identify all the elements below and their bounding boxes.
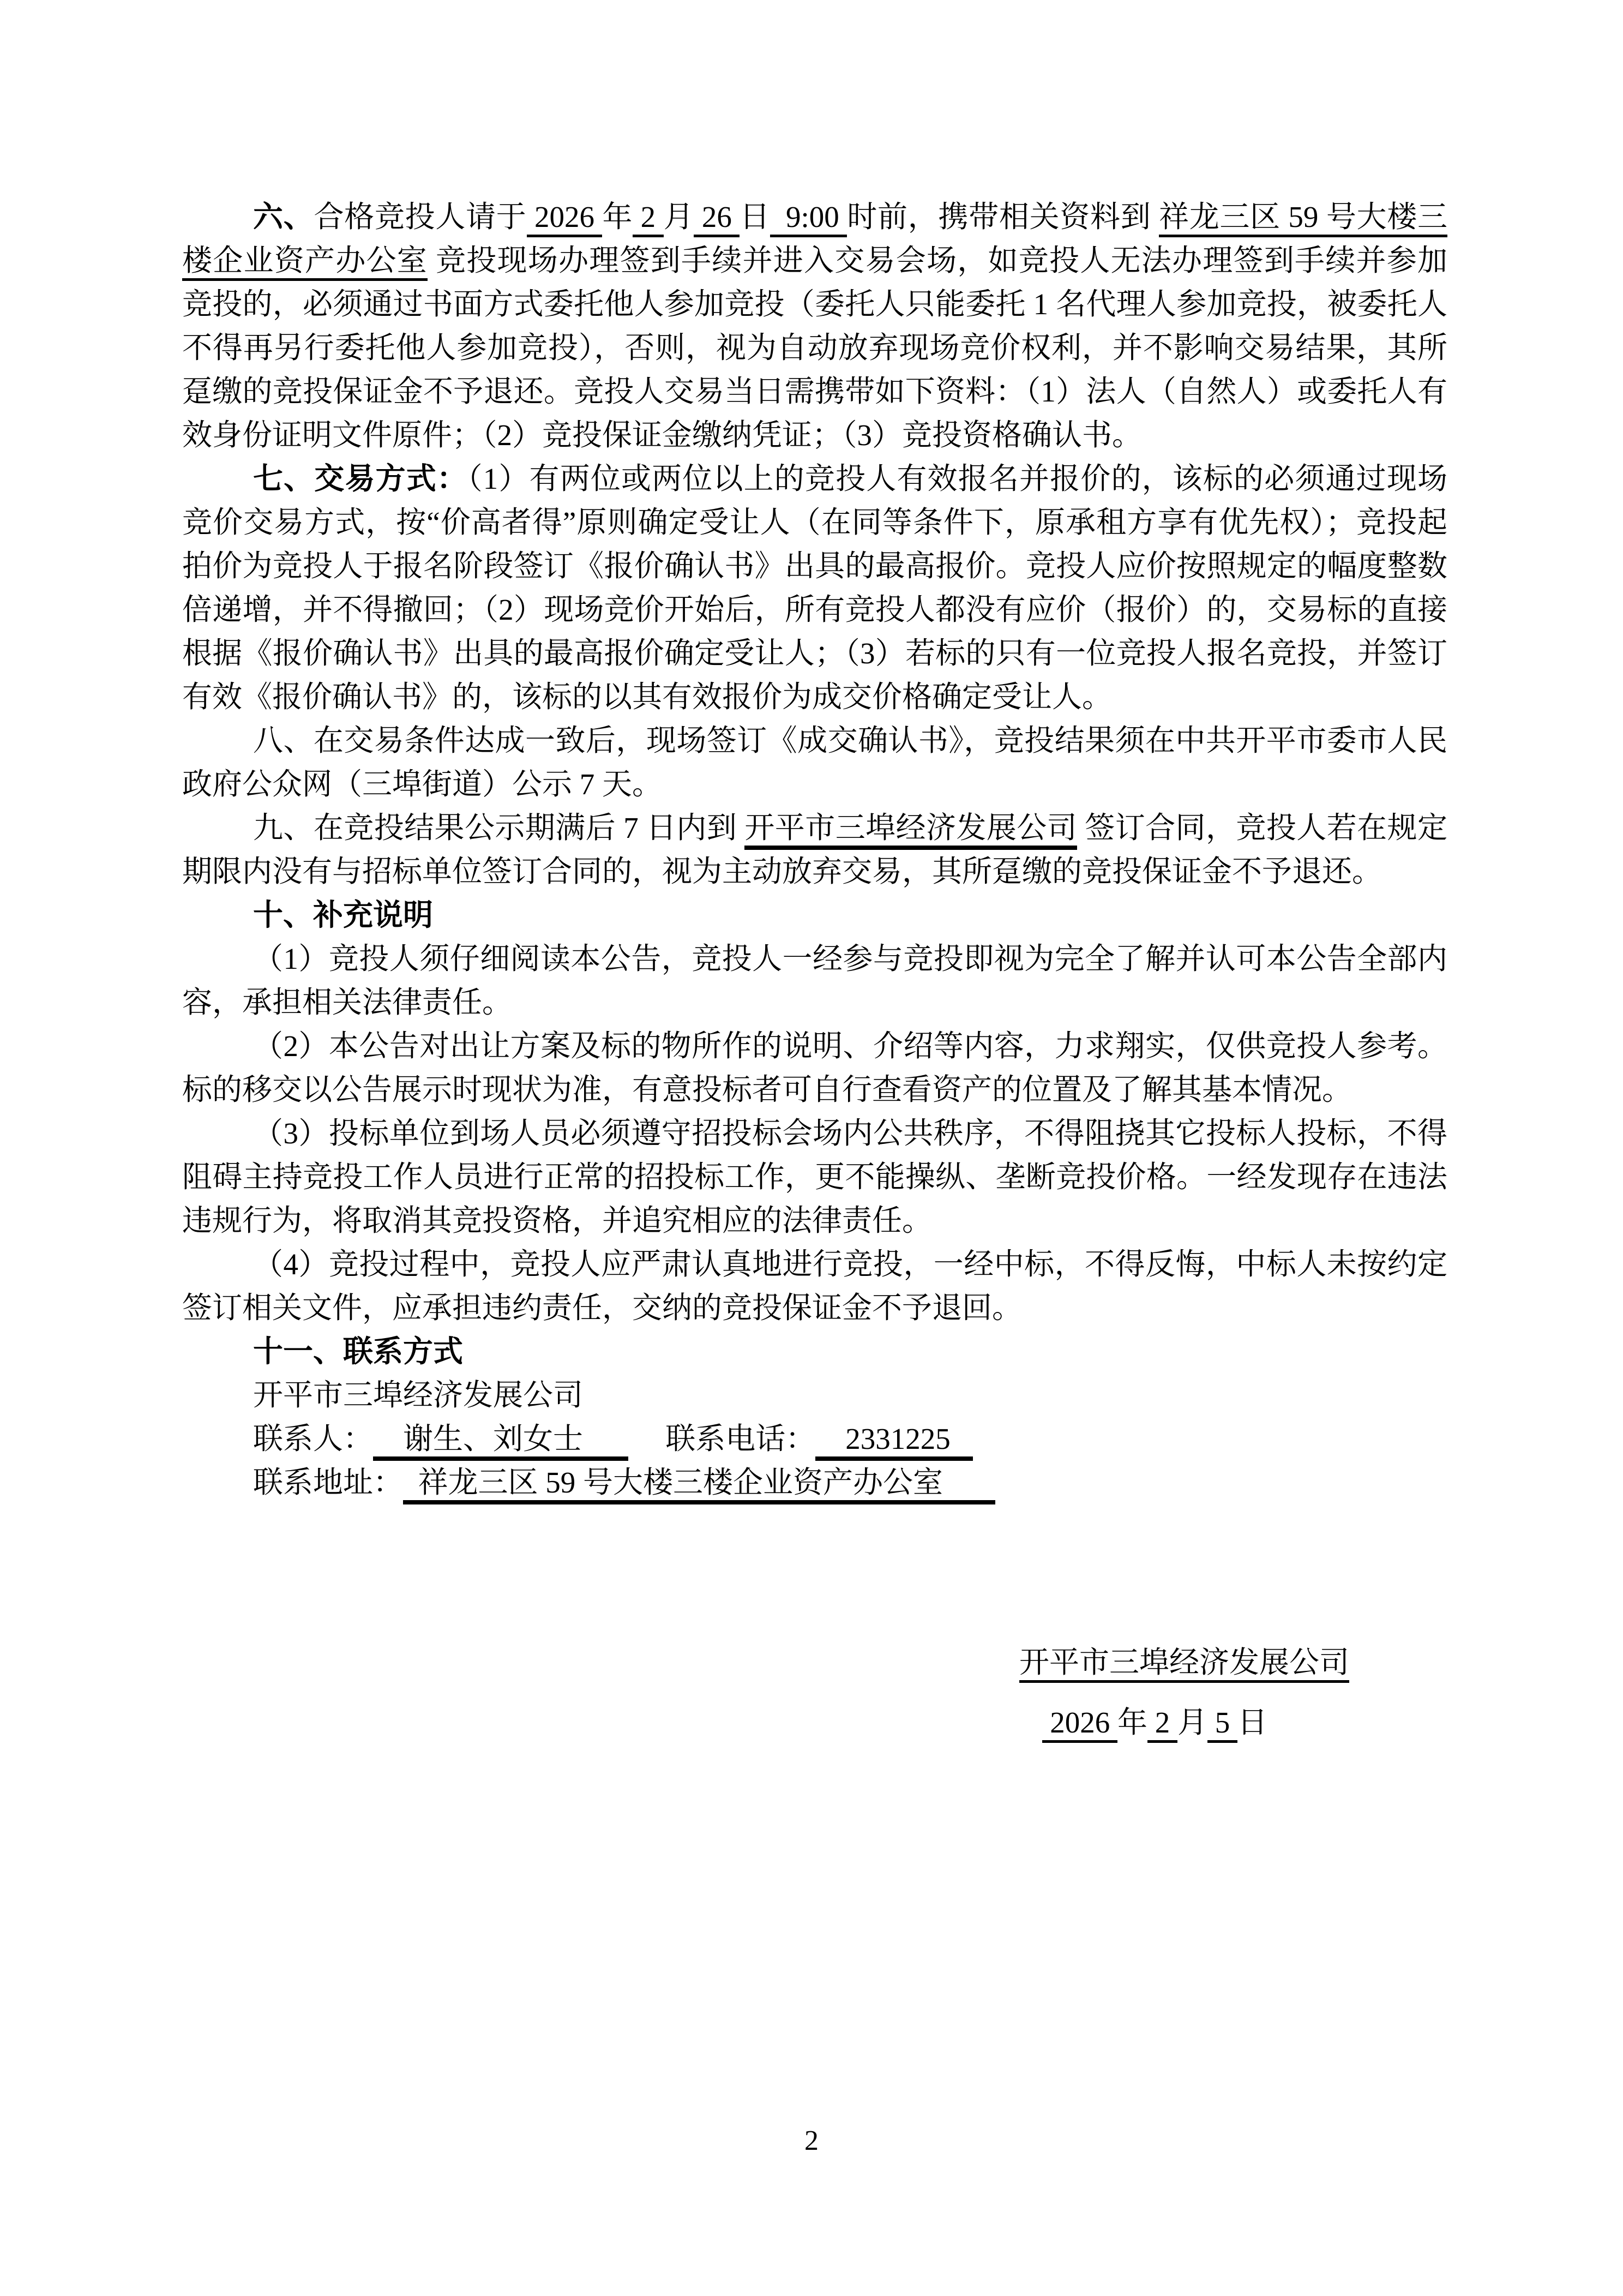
text-run: （1）有两位或两位以上的竞投人有效报名并报价的，该标的必须通过现场竞价交易方式，按“价高者得”原则确定受让人（在同等条件下，原承租方享有优先权）；竞投起拍价为竞投人于报名阶段签订《报价确认书》出具的最高报价。竞投人应价按照规定的幅度整数倍递增，并不得撤回；（2）现场竞价开始后，所有竞投人都没有应价（报价）的，交易标的直接根据《报价确认书》出具的最高报价确定受让人；（3）若标的只有一位竞投人报名竞投，并签订有效《报价确认书》的，该标的以其有效报价为成交价格确定受让人。 (182, 462, 1447, 714)
text-run: 年 (602, 200, 633, 233)
paragraph (182, 719, 1447, 806)
document-body (182, 195, 1447, 1745)
text-run: 日 (740, 200, 771, 233)
paragraph (182, 937, 1447, 1024)
paragraph (182, 1112, 1447, 1243)
text-run: （3）投标单位到场人员必须遵守招投标会场内公共秩序，不得阻挠其它投标人投标，不得阻碍主持竞投工作人员进行正常的招投标工作，更不能操纵、垄断竞投价格。一经发现存在违法违规行为，将取消其竞投资格，并追究相应的法律责任。 (182, 1117, 1447, 1237)
underlined-field: 2331225 (815, 1422, 973, 1461)
underlined-field: 开平市三埠经济发展公司 (744, 811, 1077, 850)
text-run: 月 (1177, 1706, 1207, 1739)
text-run: （1）竞投人须仔细阅读本公告，竞投人一经参与竞投即视为完全了解并认可本公告全部内容，承担相关法律责任。 (182, 942, 1447, 1019)
underlined-field: 26 (694, 200, 740, 237)
page-number: 2 (804, 2125, 819, 2156)
underlined-field: 5 (1207, 1706, 1237, 1743)
paragraph (182, 1243, 1447, 1330)
section-heading: 十、补充说明 (253, 898, 434, 932)
paragraph (182, 457, 1447, 719)
paragraph (182, 1024, 1447, 1112)
text-run: 九、在竞投结果公示期满后 7 日内到 (253, 811, 745, 844)
text-run: 签订合同，竞投人若在规定期限内没有与招标单位签订合同的，视为主动放弃交易，其所趸缴的竞投保证金不予退还。 (182, 811, 1447, 888)
paragraph (182, 195, 1447, 457)
text-run: 月 (663, 200, 694, 233)
text-run: 合格竞投人请于 (314, 200, 527, 233)
underlined-field: 2 (633, 200, 663, 237)
paragraph (182, 806, 1447, 894)
paragraph (182, 894, 1447, 937)
text-run: 开平市三埠经济发展公司 (253, 1378, 584, 1412)
section-heading: 七、交易方式： (253, 462, 468, 495)
underlined-field: 9:00 (770, 200, 847, 237)
text-run: 联系地址： (253, 1466, 404, 1499)
text-run: 年 (1117, 1706, 1147, 1739)
text-run: 竞投现场办理签到手续并进入交易会场，如竞投人无法办理签到手续并参加竞投的，必须通过书面方式委托他人参加竞投（委托人只能委托 1 名代理人参加竞投，被委托人不得再另行委托他人参加竞投），否则，视为自动放弃现场竞价权利，并不影响交易结果，其所趸缴的竞投保证金不予退还。竞投人交易当日需携带如下资料：（1）法人（自然人）或委托人有效身份证明文件原件；（2）竞投保证金缴纳凭证；（3）竞投资格确认书。 (182, 244, 1447, 452)
underlined-field: 谢生、刘女士 (373, 1422, 628, 1461)
paragraph (182, 1330, 1447, 1374)
text-run: （4）竞投过程中，竞投人应严肃认真地进行竞投，一经中标，不得反悔，中标人未按约定签订相关文件，应承担违约责任，交纳的竞投保证金不予退回。 (182, 1248, 1447, 1324)
signature-company-line (182, 1641, 1349, 1684)
underlined-field: 2026 (1042, 1706, 1117, 1743)
paragraph (182, 1417, 1447, 1461)
text-run: 日 (1237, 1706, 1267, 1739)
underlined-field: 祥龙三区 59 号大楼三楼企业资产办公室 (182, 200, 1447, 281)
text-run: （2）本公告对出让方案及标的物所作的说明、介绍等内容，力求翔实，仅供竞投人参考。标的移交以公告展示时现状为准，有意投标者可自行查看资产的位置及了解其基本情况。 (182, 1029, 1447, 1106)
underlined-field: 开平市三埠经济发展公司 (1019, 1646, 1349, 1683)
section-heading: 六、 (253, 200, 314, 233)
underlined-field: 2 (1147, 1706, 1177, 1743)
text-run: 时前，携带相关资料到 (847, 200, 1159, 233)
text-run: 八、在交易条件达成一致后，现场签订《成交确认书》，竞投结果须在中共开平市委市人民政府公众网（三埠街道）公示 7 天。 (182, 724, 1447, 801)
underlined-field: 2026 (527, 200, 603, 237)
signature-date-line (182, 1701, 1267, 1745)
text-run: 联系电话： (628, 1422, 816, 1455)
text-run: 联系人： (253, 1422, 374, 1455)
paragraph (182, 1461, 1447, 1504)
paragraph (182, 1374, 1447, 1417)
underlined-field: 祥龙三区 59 号大楼三楼企业资产办公室 (403, 1466, 995, 1504)
section-heading: 十一、联系方式 (253, 1335, 464, 1368)
